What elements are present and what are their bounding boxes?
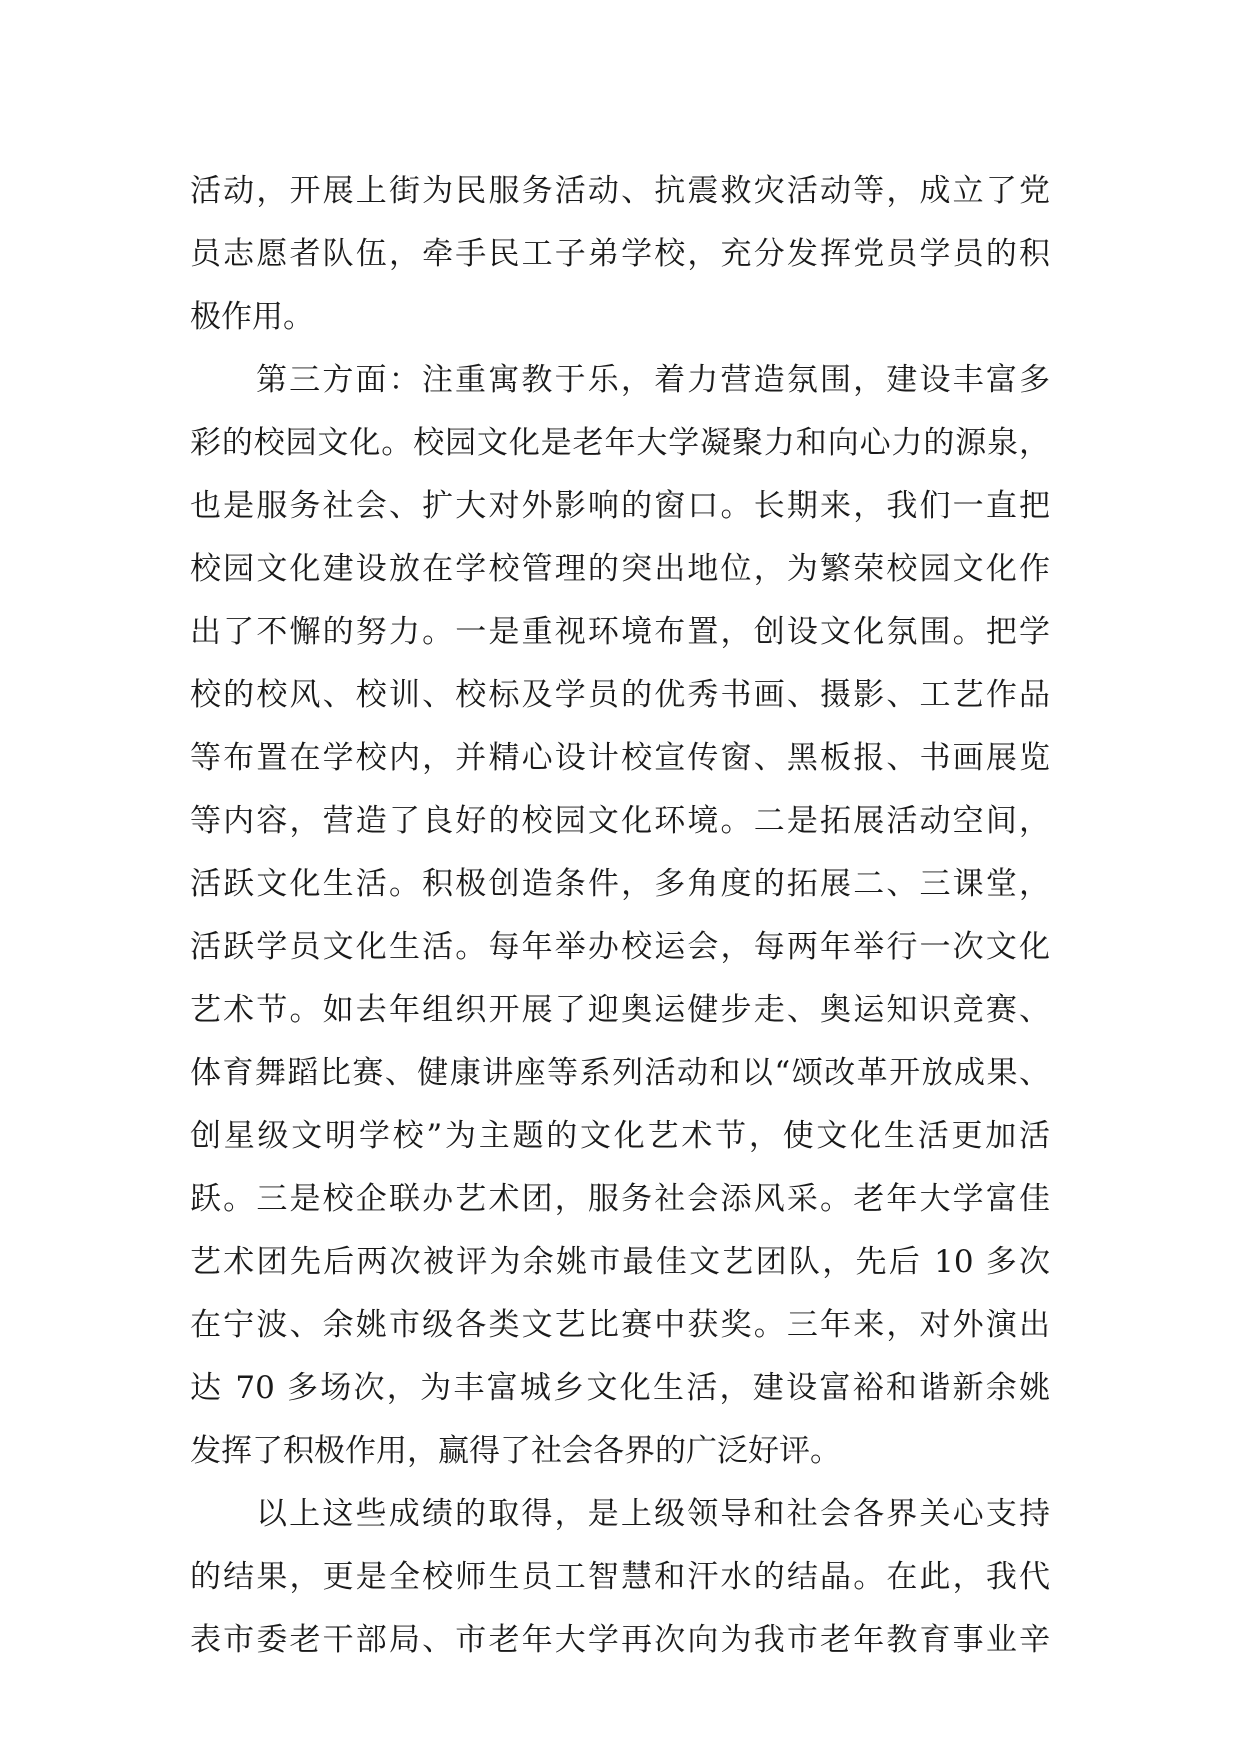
text-line: 活跃学员文化生活。每年举办校运会，每两年举行一次文化 — [190, 929, 1050, 965]
text-line: 艺术节。如去年组织开展了迎奥运健步走、奥运知识竞赛、 — [190, 992, 1050, 1028]
text-line: 跃。三是校企联办艺术团，服务社会添风采。老年大学富佳 — [190, 1181, 1050, 1217]
text-line: 体育舞蹈比赛、健康讲座等系列活动和以“颂改革开放成果、 — [190, 1055, 1050, 1091]
text-line: 发挥了积极作用，赢得了社会各界的广泛好评。 — [190, 1433, 841, 1469]
text-line: 也是服务社会、扩大对外影响的窗口。长期来，我们一直把 — [190, 488, 1050, 524]
text-line: 活动，开展上街为民服务活动、抗震救灾活动等，成立了党 — [190, 173, 1050, 209]
text-line: 第三方面：注重寓教于乐，着力营造氛围，建设丰富多 — [256, 362, 1050, 398]
text-line: 表市委老干部局、市老年大学再次向为我市老年教育事业辛 — [190, 1622, 1050, 1658]
text-line: 活跃文化生活。积极创造条件，多角度的拓展二、三课堂， — [190, 866, 1050, 902]
text-line: 的结果，更是全校师生员工智慧和汗水的结晶。在此，我代 — [190, 1559, 1050, 1595]
text-line: 极作用。 — [190, 299, 314, 335]
text-line: 创星级文明学校”为主题的文化艺术节，使文化生活更加活 — [190, 1118, 1050, 1154]
text-line: 员志愿者队伍，牵手民工子弟学校，充分发挥党员学员的积 — [190, 236, 1050, 272]
text-line: 等内容，营造了良好的校园文化环境。二是拓展活动空间， — [190, 803, 1050, 839]
text-line: 在宁波、余姚市级各类文艺比赛中获奖。三年来，对外演出 — [190, 1307, 1050, 1343]
text-line: 达 70 多场次，为丰富城乡文化生活，建设富裕和谐新余姚 — [190, 1370, 1050, 1406]
text-line: 校的校风、校训、校标及学员的优秀书画、摄影、工艺作品 — [190, 677, 1050, 713]
text-line: 艺术团先后两次被评为余姚市最佳文艺团队，先后 10 多次 — [190, 1244, 1050, 1280]
text-line: 出了不懈的努力。一是重视环境布置，创设文化氛围。把学 — [190, 614, 1050, 650]
text-line: 校园文化建设放在学校管理的突出地位，为繁荣校园文化作 — [190, 551, 1050, 587]
body-text — [190, 160, 1050, 1672]
text-line: 以上这些成绩的取得，是上级领导和社会各界关心支持 — [256, 1496, 1050, 1532]
text-line: 等布置在学校内，并精心设计校宣传窗、黑板报、书画展览 — [190, 740, 1050, 776]
text-line: 彩的校园文化。校园文化是老年大学凝聚力和向心力的源泉， — [190, 425, 1050, 461]
